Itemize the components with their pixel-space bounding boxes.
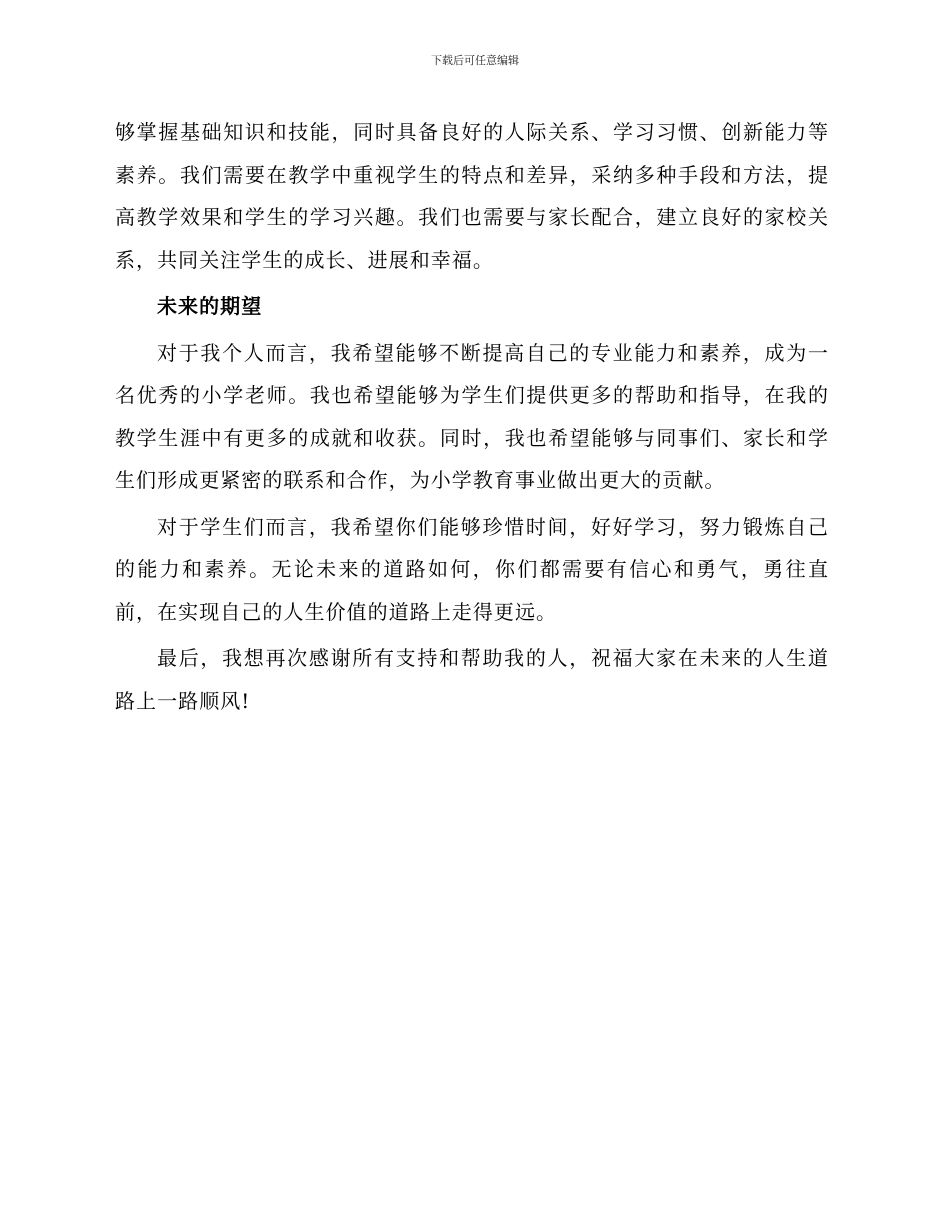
paragraph-continued: 够掌握基础知识和技能，同时具备良好的人际关系、学习习惯、创新能力等素养。我们需要在教学中重视学生的特点和差异，采纳多种手段和方法，提高教学效果和学生的学习兴趣。我们也需要与家长配合，建立良好的家校关系，共同关注学生的成长、进展和幸福。	[115, 120, 829, 272]
paragraph-closing: 最后，我想再次感谢所有支持和帮助我的人，祝福大家在未来的人生道路上一路顺风!	[115, 646, 829, 713]
section-heading: 未来的期望	[157, 294, 263, 318]
page-header: 下载后可任意编辑	[431, 54, 519, 67]
document-body	[115, 111, 829, 722]
paragraph-personal-hopes: 对于我个人而言，我希望能够不断提高自己的专业能力和素养，成为一名优秀的小学老师。我也希望能够为学生们提供更多的帮助和指导，在我的教学生涯中有更多的成就和收获。同时，我也希望能够与同事们、家长和学生们形成更紧密的联系和合作，为小学教育事业做出更大的贡献。	[115, 340, 829, 492]
paragraph-student-hopes: 对于学生们而言，我希望你们能够珍惜时间，好好学习，努力锻炼自己的能力和素养。无论未来的道路如何，你们都需要有信心和勇气，勇往直前，在实现自己的人生价值的道路上走得更远。	[115, 514, 829, 624]
